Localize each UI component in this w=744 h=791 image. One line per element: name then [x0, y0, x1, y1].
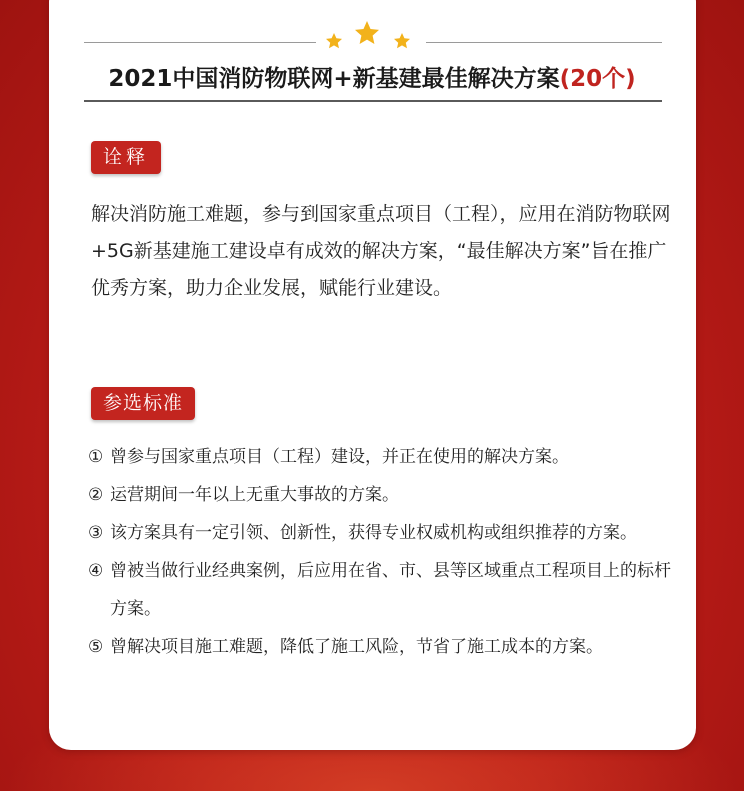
item-text: 曾解决项目施工难题，降低了施工风险，节省了施工成本的方案。	[110, 637, 603, 657]
list-item	[88, 552, 678, 628]
list-item	[88, 438, 678, 476]
star-icon	[326, 33, 342, 48]
title-divider-right	[426, 42, 662, 43]
page-title	[0, 60, 744, 93]
title-count: (20个)	[559, 66, 636, 92]
item-text: 运营期间一年以上无重大事故的方案。	[110, 485, 399, 505]
list-item	[88, 514, 678, 552]
title-underline	[84, 100, 662, 102]
explain-paragraph: 解决消防施工难题，参与到国家重点项目（工程），应用在消防物联网+5G新基建施工建设卓有成效的解决方案，“最佳解决方案”旨在推广优秀方案，助力企业发展，赋能行业建设。	[91, 203, 671, 299]
list-item	[88, 628, 678, 666]
section-badge-criteria: 参选标准	[91, 387, 195, 420]
item-text: 曾参与国家重点项目（工程）建设，并正在使用的解决方案。	[110, 447, 569, 467]
item-text: 曾被当做行业经典案例，后应用在省、市、县等区域重点工程项目上的标杆方案。	[110, 561, 671, 619]
item-number: ⑤	[88, 637, 104, 657]
item-number: ①	[88, 447, 104, 467]
star-icon	[394, 33, 410, 48]
criteria-list	[88, 438, 678, 666]
item-number: ④	[88, 561, 104, 581]
section-badge-explain: 诠释	[91, 141, 161, 174]
title-divider-left	[84, 42, 316, 43]
star-icon	[355, 21, 379, 44]
item-number: ②	[88, 485, 104, 505]
stars-decoration	[320, 20, 420, 56]
item-text: 该方案具有一定引领、创新性，获得专业权威机构或组织推荐的方案。	[110, 523, 637, 543]
item-number: ③	[88, 523, 104, 543]
list-item	[88, 476, 678, 514]
title-main: 2021中国消防物联网+新基建最佳解决方案	[108, 66, 560, 92]
